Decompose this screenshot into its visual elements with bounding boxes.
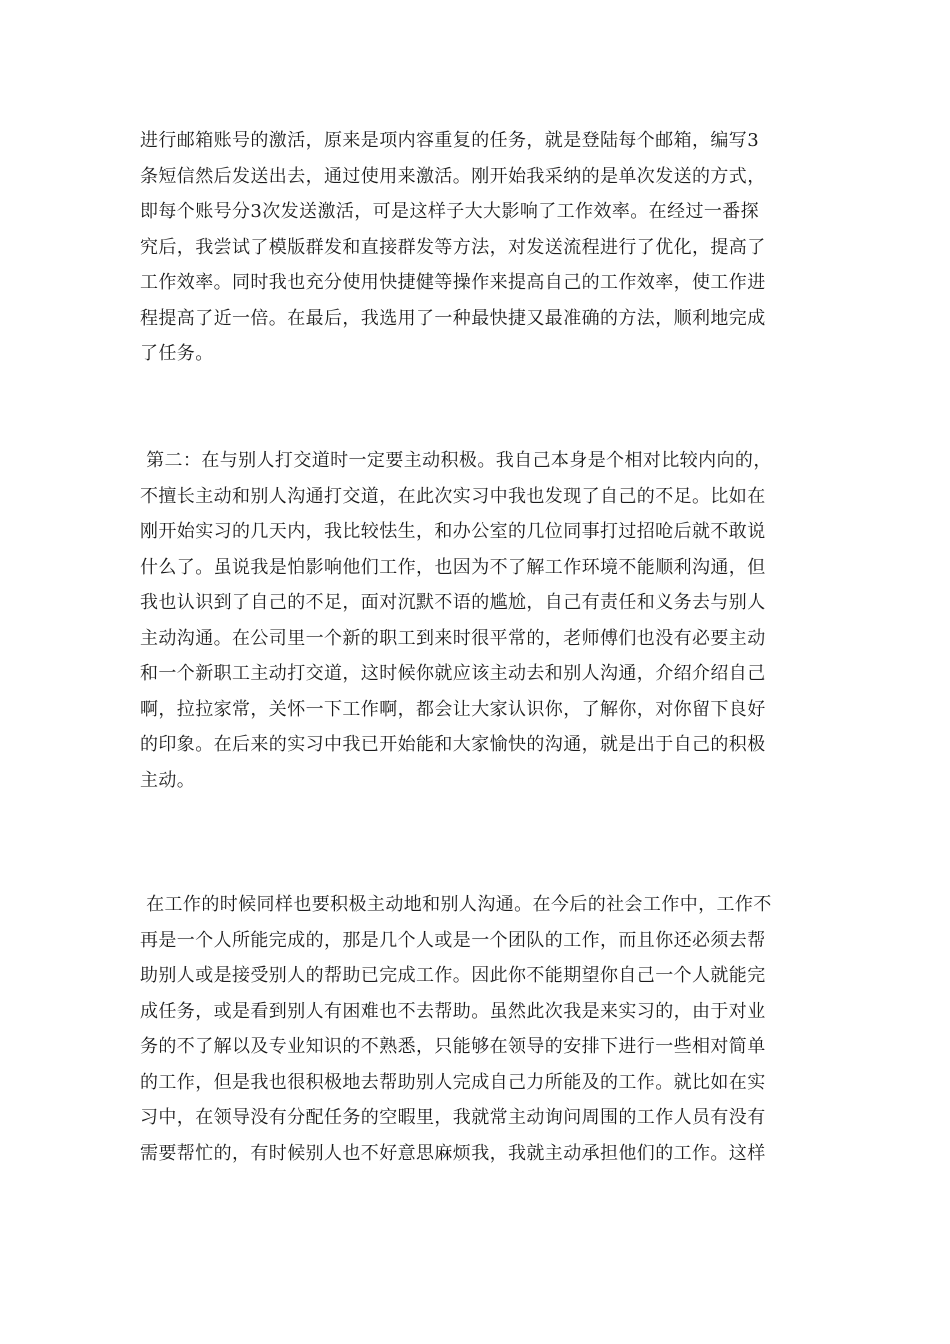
text-line: 需要帮忙的，有时候别人也不好意思麻烦我，我就主动承担他们的工作。这样 xyxy=(140,1142,766,1164)
paragraph-teamwork xyxy=(140,887,812,1171)
text-line: 条短信然后发送出去，通过使用来激活。刚开始我采纳的是单次发送的方式， xyxy=(140,165,766,187)
paragraph-email-activation xyxy=(140,123,812,372)
text-line: 究后，我尝试了模版群发和直接群发等方法，对发送流程进行了优化，提高了 xyxy=(140,236,766,258)
text-line: 工作效率。同时我也充分使用快捷健等操作来提高自己的工作效率，使工作进 xyxy=(140,272,766,293)
text-line: 第二：在与别人打交道时一定要主动积极。我自己本身是个相对比较内向的， xyxy=(140,450,772,471)
text-line: 啊，拉拉家常，关怀一下工作啊，都会让大家认识你，了解你，对你留下良好 xyxy=(140,698,766,720)
text-line: 务的不了解以及专业知识的不熟悉，只能够在领导的安排下进行一些相对简单 xyxy=(140,1036,766,1057)
paragraph-proactive-communication xyxy=(140,443,812,798)
text-line: 我也认识到了自己的不足，面对沉默不语的尴尬，自己有责任和义务去与别人 xyxy=(140,592,766,613)
text-line: 什么了。虽说我是怕影响他们工作，也因为不了解工作环境不能顺利沟通，但 xyxy=(140,556,766,578)
text-line: 的工作，但是我也很积极地去帮助别人完成自己力所能及的工作。就比如在实 xyxy=(140,1071,766,1093)
text-line: 不擅长主动和别人沟通打交道，在此次实习中我也发现了自己的不足。比如在 xyxy=(140,485,766,507)
text-line: 主动。 xyxy=(140,769,196,791)
text-line: 即每个账号分3次发送激活，可是这样子大大影响了工作效率。在经过一番探 xyxy=(140,201,760,222)
text-line: 刚开始实习的几天内，我比较怯生，和办公室的几位同事打过招呛后就不敢说 xyxy=(140,521,766,542)
text-line: 进行邮箱账号的激活，原来是项内容重复的任务，就是登陆每个邮箱，编写3 xyxy=(140,130,760,151)
text-line: 成任务，或是看到别人有困难也不去帮助。虽然此次我是来实习的，由于对业 xyxy=(140,1000,766,1022)
text-line: 习中，在领导没有分配任务的空暇里，我就常主动询问周围的工作人员有没有 xyxy=(140,1107,766,1128)
text-line: 程提高了近一倍。在最后，我选用了一种最快捷又最准确的方法，顺利地完成 xyxy=(140,307,766,329)
text-line: 和一个新职工主动打交道，这时候你就应该主动去和别人沟通，介绍介绍自己 xyxy=(140,663,766,684)
text-line: 主动沟通。在公司里一个新的职工到来时很平常的，老师傅们也没有必要主动 xyxy=(140,627,766,649)
text-line: 的印象。在后来的实习中我已开始能和大家愉快的沟通，就是出于自己的积极 xyxy=(140,734,766,755)
text-line: 了任务。 xyxy=(140,343,214,364)
text-line: 助别人或是接受别人的帮助已完成工作。因此你不能期望你自己一个人就能完 xyxy=(140,965,766,986)
text-line: 再是一个人所能完成的，那是几个人或是一个团队的工作，而且你还必须去帮 xyxy=(140,929,766,951)
text-line: 在工作的时候同样也要积极主动地和别人沟通。在今后的社会工作中，工作不 xyxy=(140,894,772,915)
